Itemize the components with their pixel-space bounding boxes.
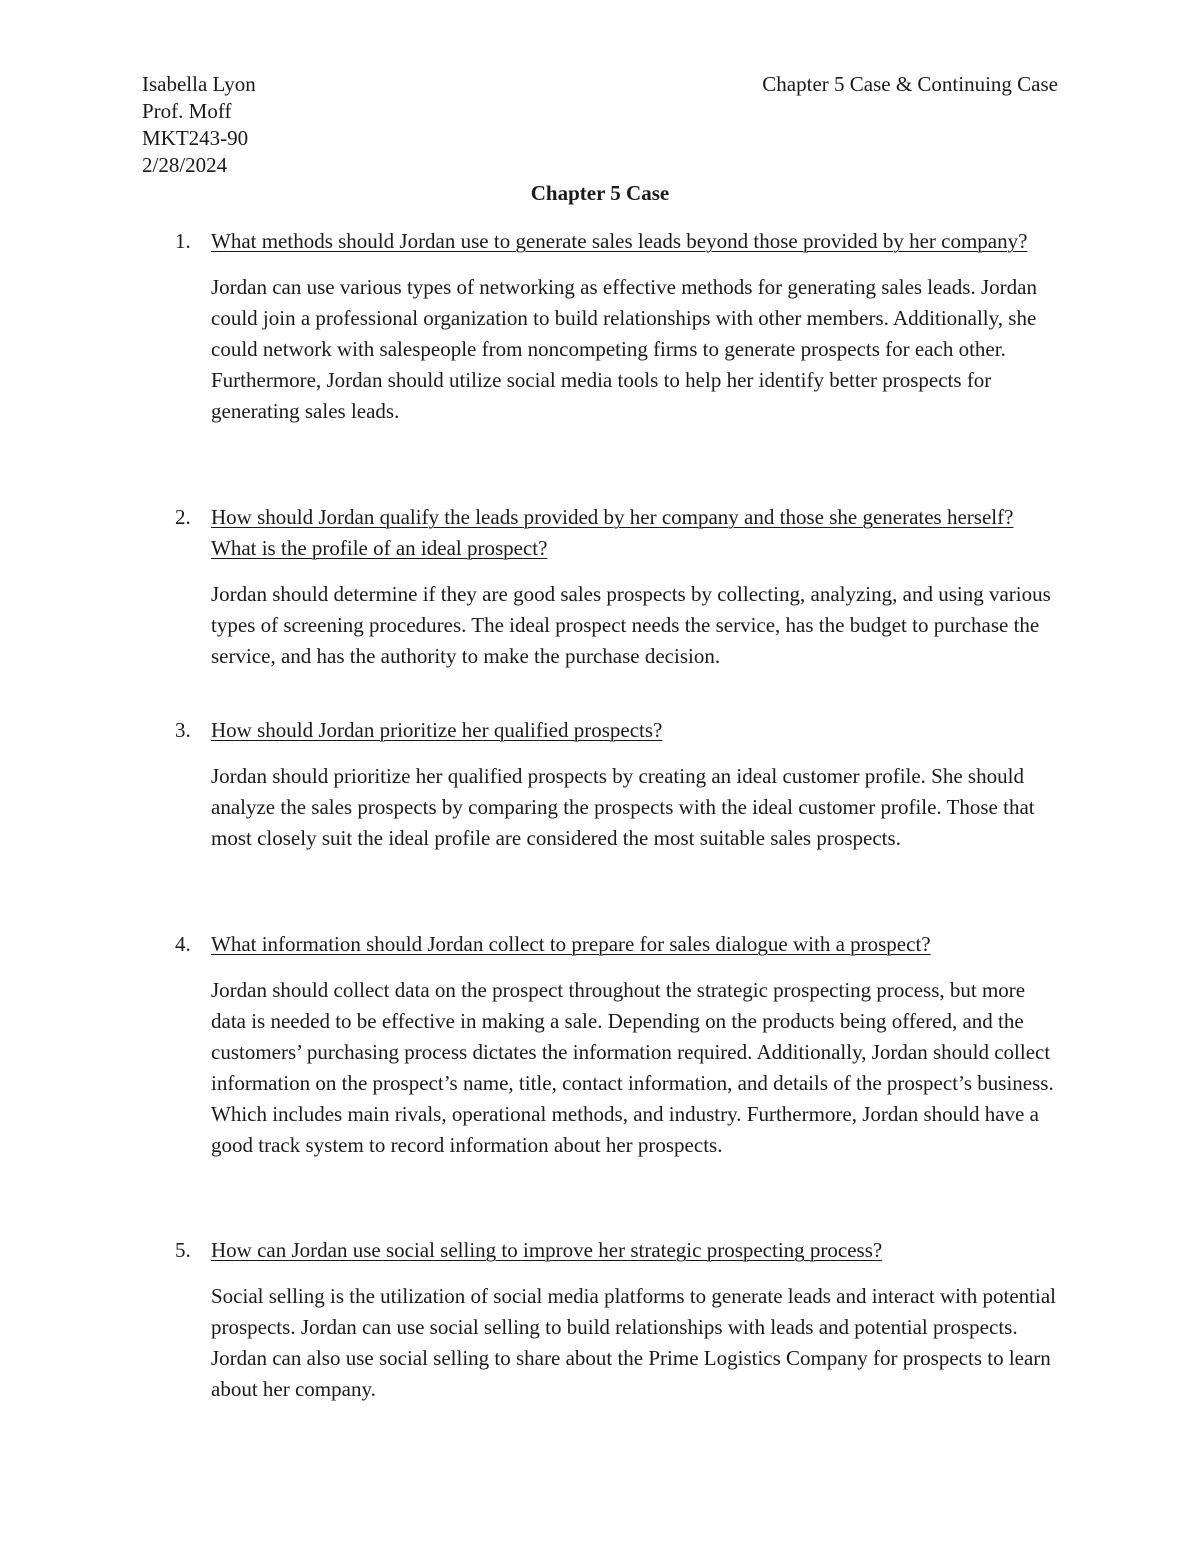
page-title: Chapter 5 Case: [530, 181, 670, 205]
answer-5: Social selling is the utilization of social media platforms to generate leads and interact with potential prospects. Jordan can use social selling to build relationships with leads and potential prospects. Jordan can also use social selling to share about the Prime Logistics Company for prospects to learn about her company.: [211, 1284, 1057, 1401]
header-author-block: [142, 71, 256, 179]
question-3: [142, 715, 1062, 746]
question-4: [142, 929, 1062, 960]
question-item-1: [142, 226, 1062, 427]
question-number: 4.: [175, 932, 191, 956]
question-text: How should Jordan prioritize her qualified prospects?: [211, 718, 663, 742]
question-text: What methods should Jordan use to generate sales leads beyond those provided by her company?: [211, 229, 1028, 253]
question-1: [142, 226, 1062, 257]
question-text: How should Jordan qualify the leads provided by her company and those she generates herself? What is the profile of an ideal prospect?: [211, 505, 1014, 560]
professor-name: Prof. Moff: [142, 99, 232, 123]
question-text: What information should Jordan collect to prepare for sales dialogue with a prospect?: [211, 932, 931, 956]
question-number: 1.: [175, 229, 191, 253]
question-number: 2.: [175, 505, 191, 529]
assignment-title: Chapter 5 Case & Continuing Case: [762, 72, 1058, 96]
submission-date: 2/28/2024: [142, 153, 228, 177]
question-number: 3.: [175, 718, 191, 742]
question-5: [142, 1235, 1062, 1266]
question-item-3: [142, 715, 1062, 854]
course-code: MKT243-90: [142, 126, 249, 150]
question-item-2: [142, 502, 1062, 672]
answer-4: Jordan should collect data on the prospect throughout the strategic prospecting process, but more data is needed to be effective in making a sale. Depending on the products being offered, and the customers’ purchasing process dictates the information required. Additionally, Jordan should collect information on the prospect’s name, title, contact information, and details of the prospect’s business. Which includes main rivals, operational methods, and industry. Furthermore, Jordan should have a good track system to record information about her prospects.: [211, 978, 1054, 1157]
student-name: Isabella Lyon: [142, 72, 256, 96]
answer-3: Jordan should prioritize her qualified prospects by creating an ideal customer profile. She should analyze the sales prospects by comparing the prospects with the ideal customer profile. Those that most closely suit the ideal profile are considered the most suitable sales prospects.: [211, 764, 1035, 850]
answer-2: Jordan should determine if they are good sales prospects by collecting, analyzing, and using various types of screening procedures. The ideal prospect needs the service, has the budget to purchase the service, and has the authority to make the purchase decision.: [211, 582, 1051, 668]
question-number: 5.: [175, 1238, 191, 1262]
question-2: [142, 502, 1062, 564]
question-text: How can Jordan use social selling to improve her strategic prospecting process?: [211, 1238, 883, 1262]
answer-1: Jordan can use various types of networking as effective methods for generating sales leads. Jordan could join a professional organization to build relationships with other members. Additionally, she could network with salespeople from noncompeting firms to generate prospects for each other. Furthermore, Jordan should utilize social media tools to help her identify better prospects for generating sales leads.: [211, 275, 1037, 423]
question-item-5: [142, 1235, 1062, 1405]
question-item-4: [142, 929, 1062, 1161]
